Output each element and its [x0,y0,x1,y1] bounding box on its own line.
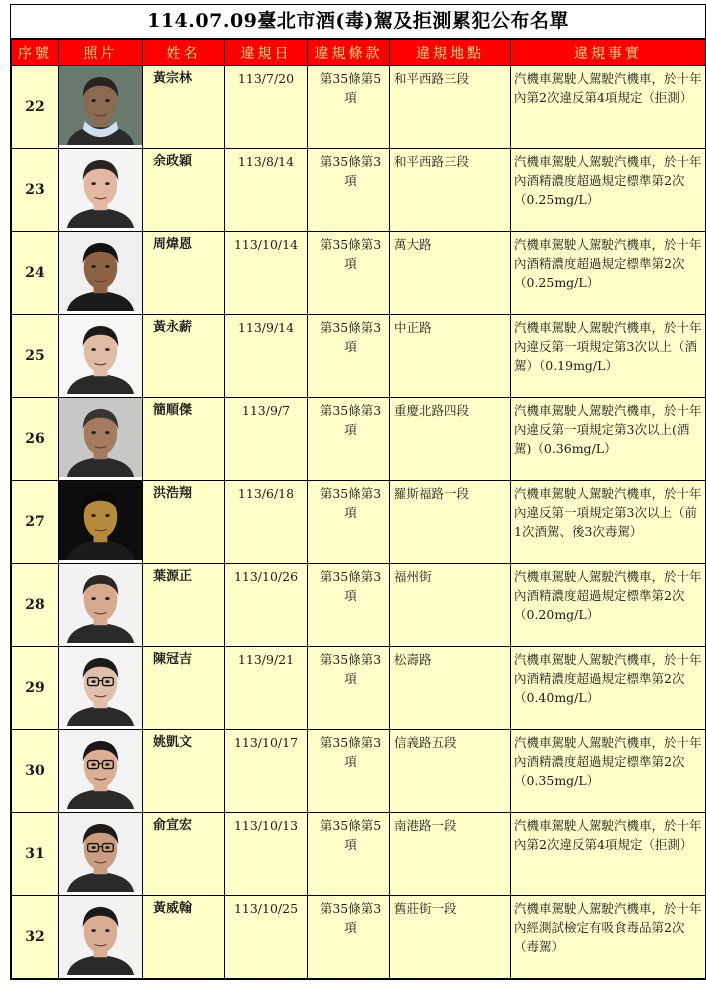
table-row [12,813,706,896]
violation-description: 汽機車駕駛人駕駛汽機車，於十年內違反第一項規定第3次以上(酒駕)（0.36mg/L） [511,398,706,481]
table-row [12,232,706,315]
violation-clause: 第35條第3項 [308,149,390,232]
mugshot-image [59,481,142,560]
violation-date: 113/6/18 [225,481,308,564]
violation-clause: 第35條第3項 [308,398,390,481]
table-row [12,149,706,232]
photo-cell [59,315,143,398]
violation-description: 汽機車駕駛人駕駛汽機車，於十年內第2次違反第4項規定（拒測） [511,66,706,149]
photo-cell [59,896,143,979]
photo-cell [59,66,143,149]
offender-name: 余政穎 [143,149,225,232]
photo-cell [59,232,143,315]
header-law: 違規條款 [308,40,390,66]
violation-description: 汽機車駕駛人駕駛汽機車，於十年內酒精濃度超過規定標準第2次（0.25mg/L） [511,149,706,232]
offender-name: 姚凱文 [143,730,225,813]
violation-clause: 第35條第3項 [308,896,390,979]
violation-location: 和平西路三段 [390,149,511,232]
offender-name: 陳冠吉 [143,647,225,730]
row-number: 31 [12,813,59,896]
table-row [12,564,706,647]
table-row [12,398,706,481]
violation-description: 汽機車駕駛人駕駛汽機車，於十年內酒精濃度超過規定標準第2次（0.40mg/L） [511,647,706,730]
table-row [12,730,706,813]
violation-clause: 第35條第3項 [308,647,390,730]
violation-clause: 第35條第3項 [308,315,390,398]
offender-name: 周煒恩 [143,232,225,315]
table-row [12,66,706,149]
violation-date: 113/7/20 [225,66,308,149]
violation-location: 舊莊街一段 [390,896,511,979]
mugshot-image [59,564,142,643]
violation-location: 福州街 [390,564,511,647]
offender-name: 黃永薪 [143,315,225,398]
row-number: 27 [12,481,59,564]
row-number: 29 [12,647,59,730]
violation-location: 松壽路 [390,647,511,730]
violation-location: 信義路五段 [390,730,511,813]
header-name: 姓名 [143,40,225,66]
violation-description: 汽機車駕駛人駕駛汽機車，於十年內酒精濃度超過規定標準第2次（0.25mg/L） [511,232,706,315]
violation-clause: 第35條第3項 [308,564,390,647]
offender-name: 黃宗林 [143,66,225,149]
offender-name: 簡順傑 [143,398,225,481]
violation-date: 113/10/13 [225,813,308,896]
violation-date: 113/10/25 [225,896,308,979]
violation-date: 113/10/26 [225,564,308,647]
row-number: 22 [12,66,59,149]
roster-sheet [10,4,706,980]
violation-location: 羅斯福路一段 [390,481,511,564]
mugshot-image [59,813,142,892]
violation-description: 汽機車駕駛人駕駛汽機車，於十年內經測試檢定有吸食毒品第2次（毒駕） [511,896,706,979]
violation-location: 南港路一段 [390,813,511,896]
mugshot-image [59,232,142,311]
violation-date: 113/9/7 [225,398,308,481]
row-number: 30 [12,730,59,813]
photo-cell [59,149,143,232]
violation-clause: 第35條第5項 [308,813,390,896]
photo-cell [59,398,143,481]
violation-date: 113/9/21 [225,647,308,730]
row-number: 25 [12,315,59,398]
mugshot-image [59,398,142,477]
offender-name: 洪浩翔 [143,481,225,564]
row-number: 28 [12,564,59,647]
header-photo: 照片 [59,40,143,66]
offender-name: 俞宣宏 [143,813,225,896]
mugshot-image [59,149,142,228]
mugshot-image [59,730,142,809]
violation-description: 汽機車駕駛人駕駛汽機車，於十年內違反第一項規定第3次以上（前1次酒駕、後3次毒駕） [511,481,706,564]
header-seq: 序號 [12,40,59,66]
violation-clause: 第35條第3項 [308,481,390,564]
violation-location: 萬大路 [390,232,511,315]
violation-description: 汽機車駕駛人駕駛汽機車，於十年內酒精濃度超過規定標準第2次（0.20mg/L） [511,564,706,647]
offender-name: 黃威翰 [143,896,225,979]
violation-description: 汽機車駕駛人駕駛汽機車，於十年內第2次違反第4項規定（拒測） [511,813,706,896]
violation-description: 汽機車駕駛人駕駛汽機車，於十年內違反第一項規定第3次以上（酒駕）（0.19mg/L） [511,315,706,398]
header-date: 違規日 [225,40,308,66]
table-row [12,896,706,979]
violation-description: 汽機車駕駛人駕駛汽機車，於十年內酒精濃度超過規定標準第2次（0.35mg/L） [511,730,706,813]
violation-clause: 第35條第3項 [308,730,390,813]
table-row [12,315,706,398]
header-desc: 違規事實 [511,40,706,66]
violation-clause: 第35條第3項 [308,232,390,315]
mugshot-image [59,315,142,394]
violation-date: 113/10/17 [225,730,308,813]
page-title: 114.07.09臺北市酒(毒)駕及拒測累犯公布名單 [11,5,705,39]
header-place: 違規地點 [390,40,511,66]
row-number: 24 [12,232,59,315]
photo-cell [59,564,143,647]
row-number: 32 [12,896,59,979]
mugshot-image [59,896,142,975]
violation-location: 和平西路三段 [390,66,511,149]
photo-cell [59,647,143,730]
row-number: 23 [12,149,59,232]
violation-date: 113/10/14 [225,232,308,315]
table-header-row [12,40,706,66]
violation-date: 113/9/14 [225,315,308,398]
photo-cell [59,481,143,564]
violation-clause: 第35條第5項 [308,66,390,149]
offender-name: 葉源正 [143,564,225,647]
photo-cell [59,730,143,813]
violation-location: 重慶北路四段 [390,398,511,481]
table-row [12,647,706,730]
violation-location: 中正路 [390,315,511,398]
mugshot-image [59,647,142,726]
table-row [12,481,706,564]
row-number: 26 [12,398,59,481]
offender-table [11,39,706,979]
photo-cell [59,813,143,896]
mugshot-image [59,66,142,145]
violation-date: 113/8/14 [225,149,308,232]
